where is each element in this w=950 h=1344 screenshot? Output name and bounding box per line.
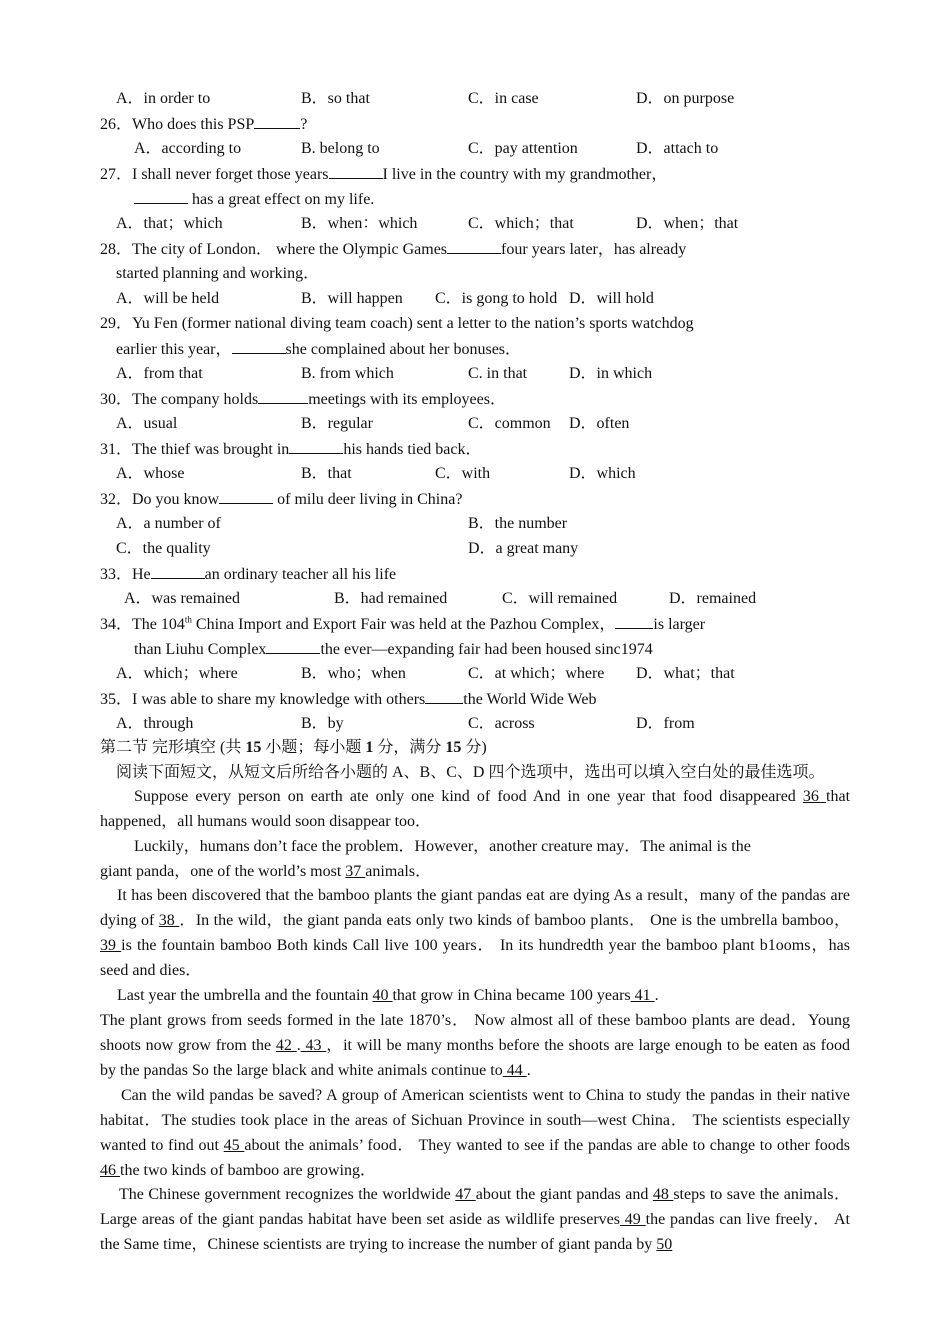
- q29-option-d: D．in which: [569, 365, 653, 382]
- q29-stem1: 29．Yu Fen (former national diving team coach) sent a letter to the nation’s sports watchdog: [100, 315, 694, 332]
- answer-blank: [289, 437, 343, 454]
- q30-option-c: C．common: [468, 415, 551, 432]
- q34-stem: [0, 612, 950, 636]
- answer-blank: [615, 612, 653, 629]
- q33-stem-text: 33．He: [100, 566, 151, 583]
- instruction-text: 阅读下面短文，从短文后所给各小题的 A、B、C、D 四个选项中，选出可以填入空白处的最佳选项。: [116, 764, 825, 781]
- q27-stem-text: 27．I shall never forget those years: [100, 166, 329, 183]
- q35-option-d: D．from: [636, 715, 695, 732]
- blank-49: 49: [619, 1210, 646, 1228]
- section-title-b: 小题；每小题: [261, 739, 366, 756]
- q35-stem-text: 35．I was able to share my knowledge with others: [100, 691, 426, 708]
- q34-option-b: B．who；when: [301, 665, 406, 682]
- q33-option-b: B．had remained: [334, 590, 448, 607]
- blank-45: 45: [223, 1136, 245, 1154]
- q26-stem-end: ?: [300, 116, 308, 133]
- q29-option-c: C. in that: [468, 365, 528, 382]
- blank-40: 40: [372, 987, 393, 1004]
- blank-41: 41: [630, 987, 655, 1004]
- answer-blank: [425, 687, 463, 704]
- q27-option-d: D．when；that: [636, 215, 739, 232]
- q30-stem-end: meetings with its employees．: [308, 391, 506, 408]
- q25-option-b: B．so that: [301, 90, 370, 107]
- q35-stem: [0, 687, 950, 711]
- q30-stem-text: 30．The company holds: [100, 391, 259, 408]
- q32-option-a: A．a number of: [116, 515, 221, 532]
- q26-stem: [0, 112, 950, 136]
- blank-43: 43: [300, 1036, 327, 1054]
- q31-option-a: A．whose: [116, 465, 185, 482]
- section-points-each: 1: [365, 739, 374, 756]
- answer-blank: [219, 487, 273, 504]
- q33-option-d: D．remained: [669, 590, 757, 607]
- q34-option-a: A．which；where: [116, 665, 238, 682]
- q33-options: [0, 587, 950, 611]
- q30-option-b: B．regular: [301, 415, 373, 432]
- q27-stem-end: I live in the country with my grandmother，: [382, 166, 668, 183]
- q26-option-c: C．pay attention: [468, 140, 578, 157]
- q33-stem: [0, 562, 950, 586]
- section-count: 15: [245, 739, 262, 756]
- q30-option-a: A．usual: [116, 415, 178, 432]
- q34-ordinal-suffix: th: [184, 614, 192, 625]
- q30-option-d: D．often: [569, 415, 630, 432]
- q27-stem2: has a great effect on my life.: [188, 191, 375, 208]
- passage-paragraph-6: Can the wild pandas be saved? A group of American scientists went to China to study the pandas in their native habitat．The studies took place in the areas of Sichuan Province in south—west China． The scientists especially wanted to find out 45 about the animals’ food． They wanted to see if the pandas are able to change to other foods 46 the two kinds of bamboo are growing．: [100, 1087, 851, 1179]
- answer-blank: [134, 187, 188, 204]
- q34-stem-c: is larger: [653, 616, 706, 633]
- q31-stem-end: his hands tied back．: [343, 441, 482, 458]
- q26-stem-text: 26．Who does this PSP: [100, 116, 255, 133]
- q27-option-b: B．when：which: [301, 215, 418, 232]
- q25-options: [0, 87, 950, 111]
- q27-stem-line2: [0, 187, 950, 211]
- blank-48: 48: [652, 1186, 674, 1203]
- q26-option-b: B. belong to: [301, 140, 380, 157]
- q33-stem-end: an ordinary teacher all his life: [204, 566, 397, 583]
- blank-44: 44: [502, 1061, 527, 1079]
- q34-stem-line2: [0, 637, 950, 661]
- answer-blank: [329, 162, 383, 179]
- q32-options-row2: [0, 537, 950, 561]
- q28-option-c: C．is gong to hold: [435, 290, 558, 307]
- section-title-d: 分): [461, 739, 487, 756]
- q29-stem-line2: [0, 337, 950, 361]
- q29-options: [0, 362, 950, 386]
- q34-option-c: C．at which；where: [468, 665, 605, 682]
- q32-options-row1: [0, 512, 950, 536]
- answer-blank: [151, 562, 205, 579]
- q32-stem-text: 32．Do you know: [100, 491, 220, 508]
- section-heading: [0, 736, 950, 760]
- q35-option-c: C．across: [468, 715, 535, 732]
- q31-option-d: D．which: [569, 465, 636, 482]
- q29-stem: [0, 312, 950, 336]
- q30-stem: [0, 387, 950, 411]
- q35-options: [0, 712, 950, 736]
- q28-stem: [0, 237, 950, 261]
- q35-option-b: B．by: [301, 715, 344, 732]
- q31-option-c: C．with: [435, 465, 491, 482]
- answer-blank: [232, 337, 286, 354]
- q29-stem2-end: she complained about her bonuses．: [285, 341, 522, 358]
- blank-42: 42: [275, 1036, 297, 1054]
- q34-stem-a: 34．The 104: [100, 616, 185, 633]
- q27-option-c: C．which；that: [468, 215, 574, 232]
- q31-options: [0, 462, 950, 486]
- answer-blank: [258, 387, 308, 404]
- q28-options: [0, 287, 950, 311]
- blank-39: 39: [100, 936, 122, 954]
- q29-option-b: B. from which: [301, 365, 394, 382]
- q31-stem-text: 31．The thief was brought in: [100, 441, 290, 458]
- q35-option-a: A．through: [116, 715, 194, 732]
- q34-options: [0, 662, 950, 686]
- q32-option-d: D．a great many: [468, 540, 579, 557]
- section-title-c: 分，满分: [373, 739, 446, 756]
- passage-paragraph-2: Luckily，humans don’t face the problem．However，another creature may．The animal is the giant panda，one of the world’s most 37 animals．: [100, 838, 751, 880]
- q26-option-a: A．according to: [134, 140, 242, 157]
- q32-option-c: C．the quality: [116, 540, 211, 557]
- q31-stem: [0, 437, 950, 461]
- q25-option-d: D．on purpose: [636, 90, 735, 107]
- q32-option-b: B．the number: [468, 515, 568, 532]
- passage-paragraph-3: It has been discovered that the bamboo plants the giant pandas eat are dying As a result，many of the pandas are dying of 38 ．In the wild，the giant panda eats only two kinds of bamboo plants． One is the umbrella bamboo， 39 is the fountain bamboo Both kinds Call live 100 years． In its hundredth year the bamboo plant b1ooms，has seed and dies．: [100, 887, 851, 979]
- q28-stem-end: four years later，has already: [501, 241, 687, 258]
- q28-option-a: A．will be held: [116, 290, 220, 307]
- section-instruction: [0, 761, 950, 785]
- q26-option-d: D．attach to: [636, 140, 719, 157]
- q33-option-c: C．will remained: [502, 590, 618, 607]
- q25-option-c: C．in case: [468, 90, 539, 107]
- answer-blank: [447, 237, 501, 254]
- q29-option-a: A．from that: [116, 365, 203, 382]
- blank-50: 50: [656, 1235, 673, 1253]
- blank-36: 36: [802, 788, 827, 805]
- q30-options: [0, 412, 950, 436]
- q28-option-b: B．will happen: [301, 290, 403, 307]
- passage-paragraph-7: The Chinese government recognizes the worldwide 47 about the giant pandas and 48 steps to save the animals．Large areas of the giant pandas habitat have been set aside as wildlife preserves 49 the pandas can live freely． At the Same time，Chinese scientists are trying to increase the number of giant panda by 50: [100, 1186, 850, 1253]
- q32-stem-end: of milu deer living in China?: [273, 491, 463, 508]
- q29-stem2-text: earlier this year，: [116, 341, 232, 358]
- blank-38: 38: [158, 911, 180, 929]
- q34-option-d: D．what；that: [636, 665, 735, 682]
- answer-blank: [254, 112, 300, 129]
- q35-stem-end: the World Wide Web: [463, 691, 597, 708]
- passage-paragraph-1: Suppose every person on earth ate only one kind of food And in one year that food disappeared 36 that happened，all humans would soon disappear too．: [100, 788, 851, 830]
- q27-stem: [0, 162, 950, 186]
- section-points-total: 15: [445, 739, 462, 756]
- q27-options: [0, 212, 950, 236]
- q26-options: [0, 137, 950, 161]
- q34-stem2-text: than Liuhu Complex: [134, 641, 267, 658]
- q28-stem-line2: [0, 262, 950, 286]
- q28-option-d: D．will hold: [569, 290, 654, 307]
- q34-stem-b: China Import and Export Fair was held at the Pazhou Complex，: [191, 616, 616, 633]
- answer-blank: [266, 637, 320, 654]
- blank-46: 46: [100, 1161, 120, 1179]
- q25-option-a: A．in order to: [116, 90, 211, 107]
- q34-stem2-end: the ever—expanding fair had been housed sinc1974: [320, 641, 653, 658]
- q33-option-a: A．was remained: [124, 590, 240, 607]
- blank-37: 37: [345, 862, 366, 880]
- q32-stem: [0, 487, 950, 511]
- passage-paragraph-5: The plant grows from seeds formed in the late 1870’s． Now almost all of these bamboo plants are dead．Young shoots now grow from the 42 . 43 ，it will be many months before the shoots are large enough to be eaten as food by the pandas So the large black and white animals continue to 44 .: [100, 1012, 851, 1079]
- passage-paragraph-4: Last year the umbrella and the fountain 40 that grow in China became 100 years 41 .: [117, 987, 659, 1004]
- q27-option-a: A．that；which: [116, 215, 223, 232]
- section-title-a: 第二节 完形填空 (共: [100, 739, 246, 756]
- q28-stem-text: 28．The city of London． where the Olympic Games: [100, 241, 448, 258]
- blank-47: 47: [455, 1186, 476, 1203]
- q28-stem2: started planning and working．: [116, 265, 320, 282]
- q31-option-b: B．that: [301, 465, 352, 482]
